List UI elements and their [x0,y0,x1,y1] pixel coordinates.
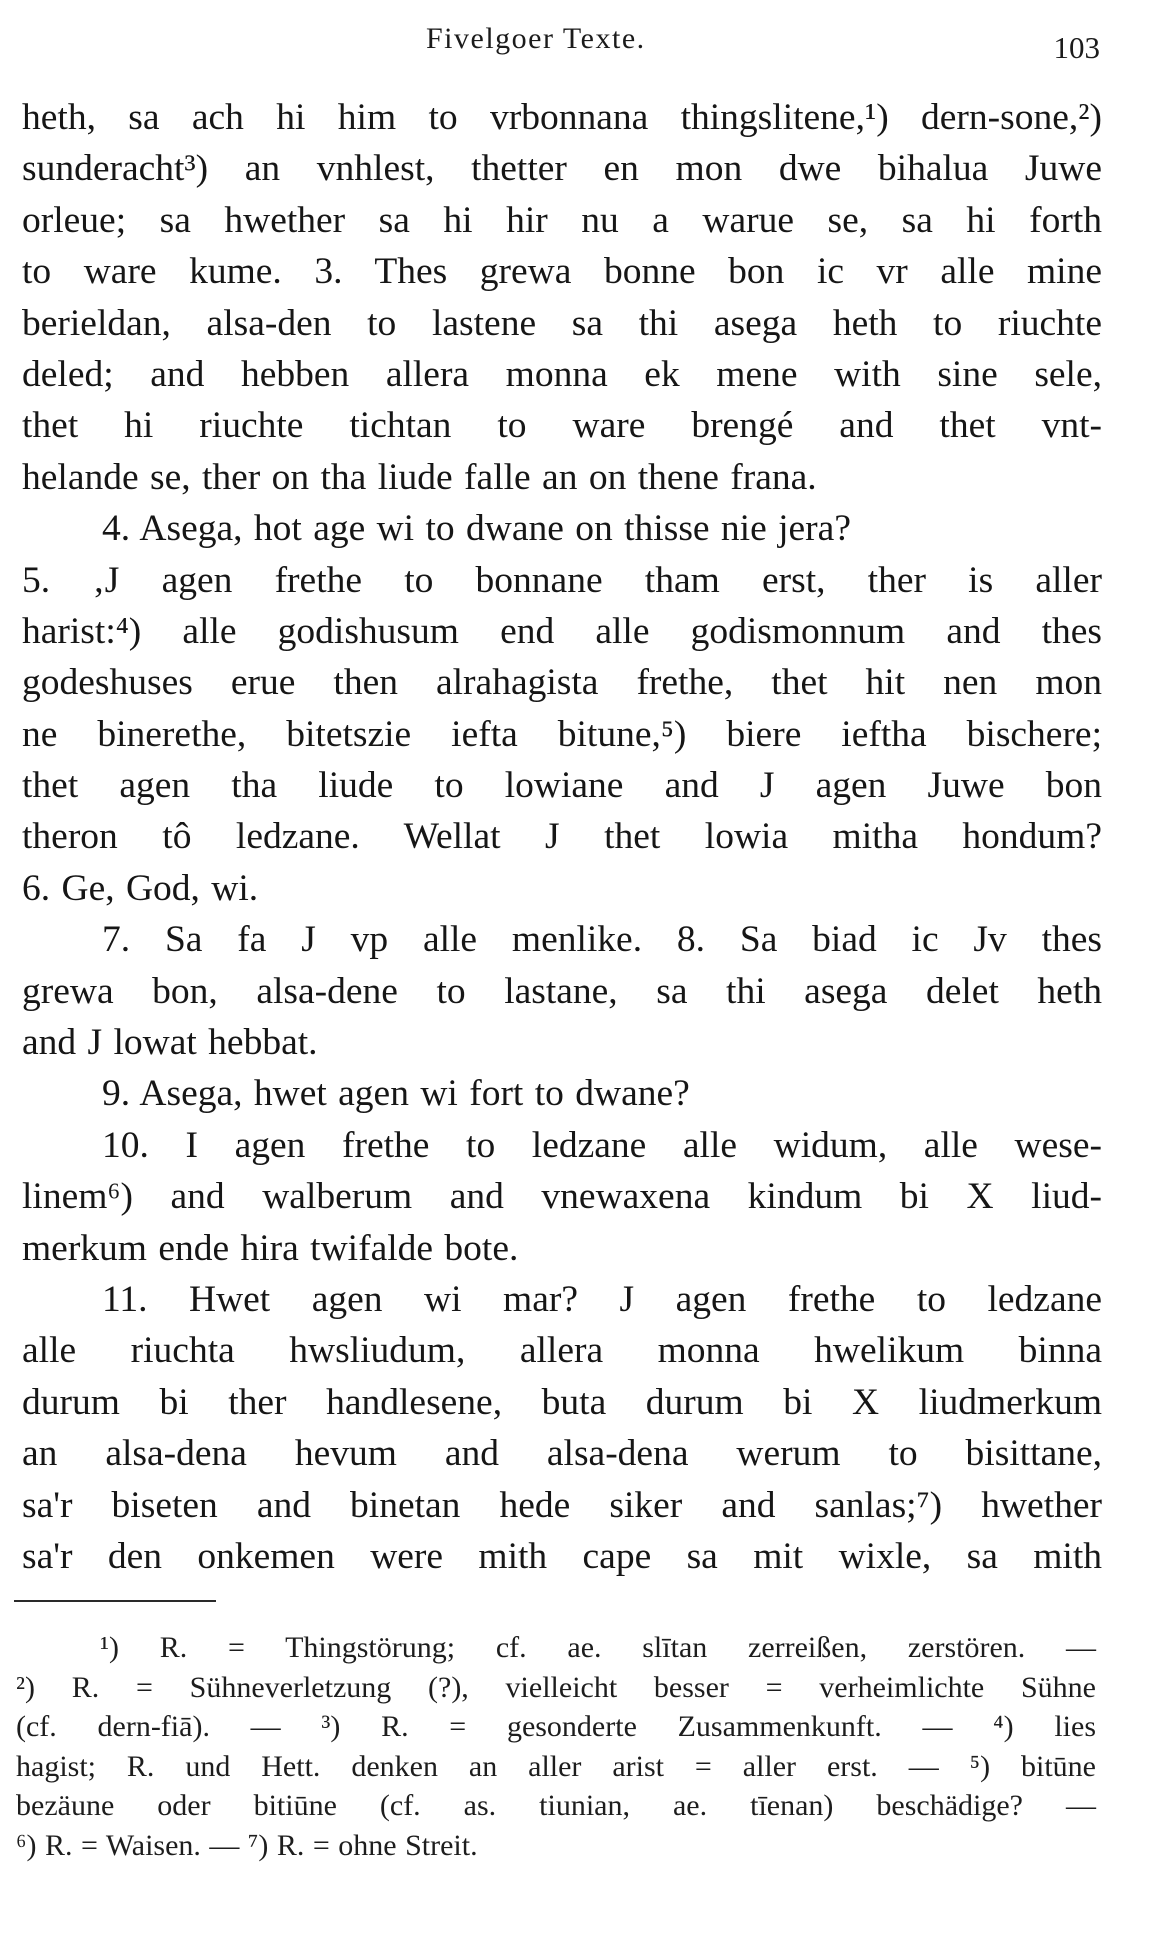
text-line: alle riuchta hwsliudum, allera monna hwelikum binna [22,1330,1102,1372]
running-header [24,18,1104,68]
main-text [22,92,1102,1582]
text-line: godeshuses erue then alrahagista frethe, thet hit nen mon [22,662,1102,704]
text-line: linem⁶) and walberum and vnewaxena kindum bi X liud- [22,1176,1102,1218]
text-line: thet agen tha liude to lowiane and J agen Juwe bon [22,765,1102,807]
text-line: 10. I agen frethe to ledzane alle widum, alle wese- [102,1124,1102,1166]
footnote-line: ⁶) R. = Waisen. — ⁷) R. = ohne Streit. [16,1828,478,1862]
text-line: and J lowat hebbat. [22,1022,318,1064]
text-line: helande se, ther on tha liude falle an on thene frana. [22,456,817,498]
text-line: sunderacht³) an vnhlest, thetter en mon dwe bihalua Juwe [22,148,1102,190]
text-line: sa'r biseten and binetan hede siker and sanlas;⁷) hwether [22,1484,1102,1526]
footnotes [16,1628,1096,1866]
footnote-line: ¹) R. = Thingstörung; cf. ae. slītan zerreißen, zerstören. — [100,1631,1096,1664]
text-line: to ware kume. 3. Thes grewa bonne bon ic vr alle mine [22,251,1102,293]
text-line: harist:⁴) alle godishusum end alle godismonnum and thes [22,610,1102,652]
text-line: deled; and hebben allera monna ek mene with sine sele, [22,353,1102,395]
text-line: berieldan, alsa-den to lastene sa thi asega heth to riuchte [22,302,1102,344]
text-line: durum bi ther handlesene, buta durum bi X liudmerkum [22,1381,1102,1423]
footnote-line: hagist; R. und Hett. denken an aller arist = aller erst. — ⁵) bitūne [16,1749,1096,1783]
text-line: 4. Asega, hot age wi to dwane on thisse nie jera? [102,508,851,550]
text-line: 9. Asega, hwet agen wi fort to dwane? [102,1073,690,1115]
text-line: 7. Sa fa J vp alle menlike. 8. Sa biad ic Jv thes [102,919,1102,961]
text-line: theron tô ledzane. Wellat J thet lowia mitha hondum? [22,816,1102,858]
text-line: an alsa-dena hevum and alsa-dena werum to bisittane, [22,1433,1102,1475]
text-line: ne binerethe, bitetszie iefta bitune,⁵) biere ieftha bischere; [22,713,1102,755]
footnote-line: (cf. dern-fiā). — ³) R. = gesonderte Zusammenkunft. — ⁴) lies [16,1710,1096,1744]
text-line: 6. Ge, God, wi. [22,867,259,909]
text-line: 11. Hwet agen wi mar? J agen frethe to ledzane [102,1278,1102,1320]
text-line: thet hi riuchte tichtan to ware brengé and thet vnt- [22,405,1102,447]
text-line: 5. ‚J agen frethe to bonnane tham erst, ther is aller [22,559,1102,601]
text-line: merkum ende hira twifalde bote. [22,1227,519,1269]
footnote-line: bezäune oder bitiūne (cf. as. tiunian, ae. tīenan) beschädige? — [16,1789,1096,1823]
text-line: heth, sa ach hi him to vrbonnana thingslitene,¹) dern-sone,²) [22,97,1102,138]
page-number: 103 [1053,30,1100,65]
text-line: orleue; sa hwether sa hi hir nu a warue se, sa hi forth [22,199,1102,241]
text-line: sa'r den onkemen were mith cape sa mit wixle, sa mith [22,1535,1102,1577]
footnote-line: ²) R. = Sühneverletzung (?), vielleicht besser = verheimlichte Sühne [16,1670,1096,1704]
running-title: Fivelgoer Texte. [426,22,646,55]
text-line: grewa bon, alsa-dene to lastane, sa thi asega delet heth [22,970,1102,1012]
footnote-divider [14,1600,216,1602]
